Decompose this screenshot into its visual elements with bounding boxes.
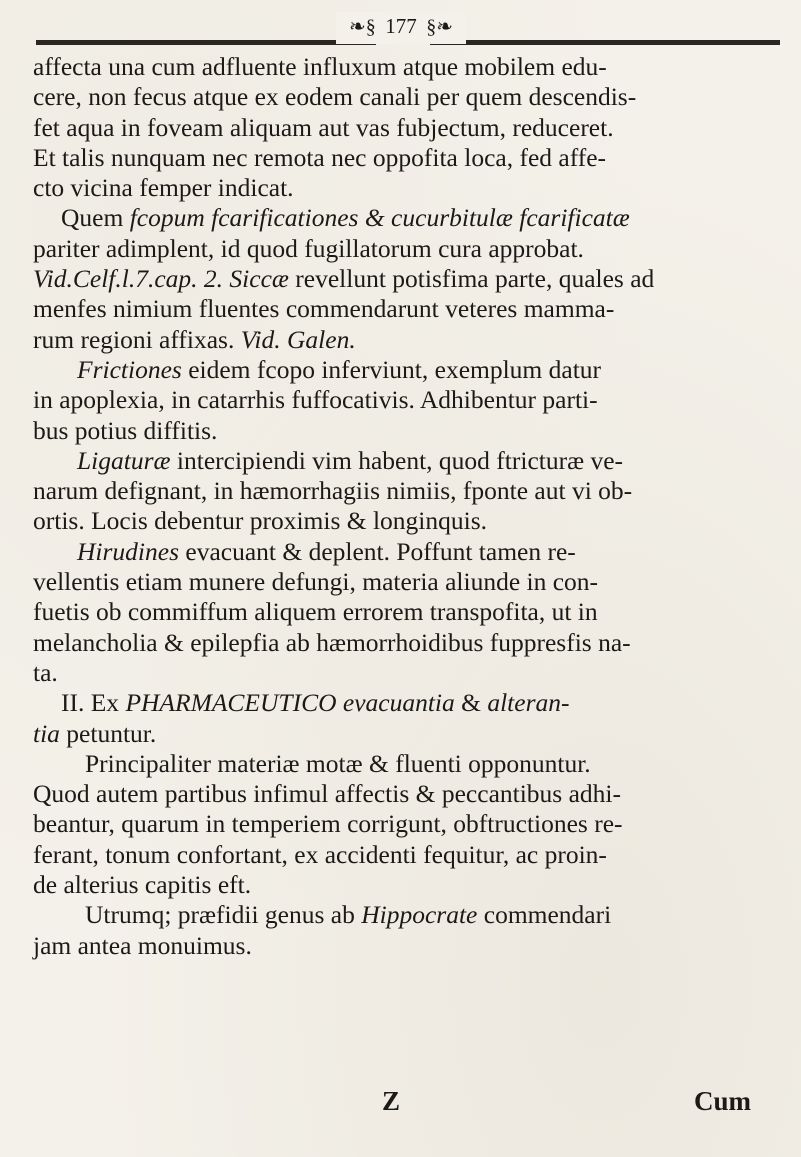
text-run: bus potius diffitis. [33, 415, 218, 445]
running-header [0, 4, 801, 48]
text-run: intercipiendi vim habent, quod ftricturæ ve- [170, 445, 624, 475]
text-line [33, 688, 783, 718]
body-text [33, 52, 783, 961]
text-run: de alterius capitis eft. [33, 870, 252, 900]
text-run: cere, non fecus atque ex eodem canali per quem descendis- [33, 82, 637, 112]
text-run: affecta una cum adfluente influxum atque mobilem edu- [33, 52, 607, 81]
text-run: melancholia & epilepfia ab hæmorrhoidibus fuppresfis na- [33, 627, 631, 657]
text-line [33, 567, 783, 597]
text-run: beantur, quarum in temperiem corrigunt, obftructiones re- [33, 809, 623, 839]
text-run: Quem [61, 203, 130, 233]
text-run: jam antea monuimus. [33, 930, 252, 960]
text-line [33, 900, 783, 930]
text-run: cto vicina femper indicat. [33, 173, 294, 203]
text-run: menfes nimium fluentes commendarunt veteres mamma- [33, 294, 615, 324]
text-line [33, 476, 783, 506]
text-line [33, 597, 783, 627]
header-rule-right [430, 40, 780, 45]
ornament-left-icon: ❧§ [348, 16, 376, 39]
text-run: revellunt potisfima parte, quales ad [288, 264, 655, 294]
text-run: petuntur. [59, 718, 157, 748]
text-run: Quod autem partibus infimul affectis & peccantibus adhi- [33, 779, 621, 809]
text-line [33, 506, 783, 536]
text-run: II. Ex [61, 688, 126, 718]
italic-run: fcopum fcarificationes [129, 203, 359, 233]
text-line [33, 355, 783, 385]
text-run: Utrumq; præfidii genus ab [85, 900, 362, 930]
italic-run: tia [33, 718, 60, 748]
text-line [33, 870, 783, 900]
text-run: pariter adimplent, id quod fugillatorum cura approbat. [33, 233, 584, 263]
text-line [33, 719, 783, 749]
text-line [33, 537, 783, 567]
text-run: fet aqua in foveam aliquam aut vas fubjectum, reduceret. [33, 112, 614, 142]
italic-run: alteran- [487, 688, 570, 718]
text-run: in apoplexia, in catarrhis fuffocativis. Adhibentur parti- [33, 385, 598, 415]
text-line [33, 143, 783, 173]
text-line [33, 446, 783, 476]
text-run: evacuant & deplent. Poffunt tamen re- [179, 536, 576, 566]
catchword: Cum [694, 1086, 752, 1116]
italic-run: Ligaturæ [77, 445, 171, 475]
text-run: fuetis ob commiffum aliquem errorem transpofita, ut in [33, 597, 598, 627]
ornament-right-icon: §❧ [426, 16, 454, 39]
text-line [33, 385, 783, 415]
italic-run: Hippocrate [361, 900, 478, 930]
page-footer [0, 1086, 801, 1122]
text-run: & [454, 688, 488, 718]
text-line [33, 82, 783, 112]
italic-run: Vid.Celf.l.7.cap. 2. Siccæ [33, 264, 289, 294]
text-run: narum defignant, in hæmorrhagiis nimiis, fponte aut vi ob- [33, 476, 633, 506]
text-line [33, 52, 783, 82]
text-line [33, 809, 783, 839]
text-line [33, 749, 783, 779]
text-run: eidem fcopo inferviunt, exemplum datur [181, 354, 602, 384]
italic-run: Vid. Galen. [240, 324, 356, 354]
italic-run: Hirudines [77, 536, 179, 566]
text-line [33, 294, 783, 324]
text-run: ferant, tonum confortant, ex accidenti fequitur, ac proin- [33, 839, 607, 869]
text-run: vellentis etiam munere defungi, materia aliunde in con- [33, 567, 599, 597]
header-rule-left [36, 40, 376, 45]
page-number: 177 [385, 14, 417, 39]
italic-run: PHARMACEUTICO evacuantia [125, 688, 455, 718]
text-line [33, 658, 783, 688]
text-run: ta. [33, 657, 58, 687]
text-line [33, 264, 783, 294]
header-center [336, 12, 466, 44]
text-line [33, 416, 783, 446]
text-run: Et talis nunquam nec remota nec oppofita loca, fed affe- [33, 142, 607, 172]
text-line [33, 234, 783, 264]
text-run: ortis. Locis debentur proximis & longinquis. [33, 506, 488, 536]
text-line [33, 931, 783, 961]
italic-run: & cucurbitulæ fcarificatæ [364, 203, 630, 233]
text-line [33, 113, 783, 143]
text-line [33, 173, 783, 203]
text-line [33, 203, 783, 233]
text-line [33, 628, 783, 658]
text-line [33, 779, 783, 809]
text-line [33, 325, 783, 355]
text-line [33, 840, 783, 870]
italic-run: Frictiones [77, 354, 182, 384]
text-run: Principaliter materiæ motæ & fluenti opponuntur. [85, 748, 591, 778]
text-run: rum regioni affixas. [33, 324, 241, 354]
signature-mark: Z [382, 1086, 401, 1116]
text-run: commendari [477, 900, 612, 930]
